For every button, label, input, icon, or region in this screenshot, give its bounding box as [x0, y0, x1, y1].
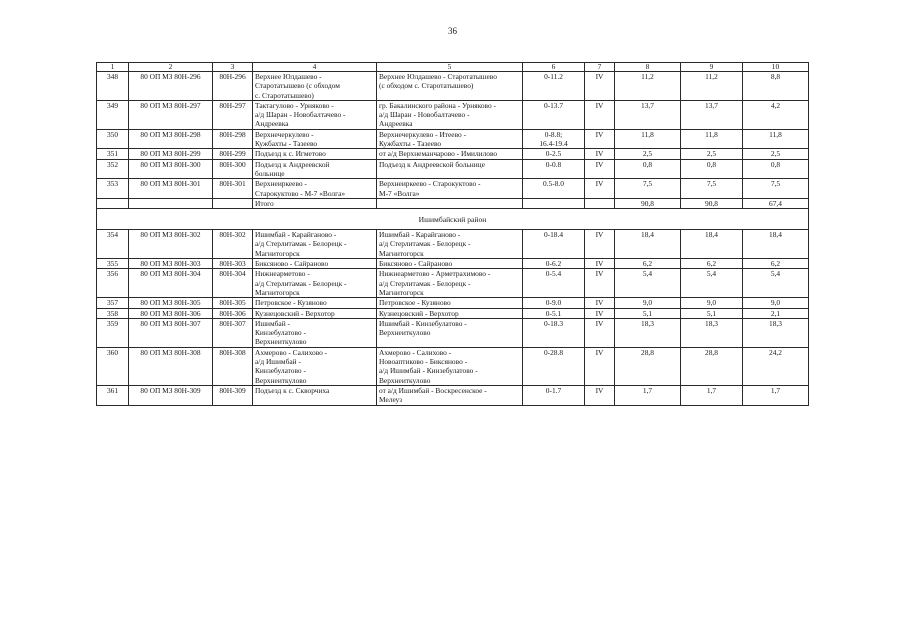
road-code: 80 ОП МЗ 80Н-299: [129, 149, 213, 159]
length-col10: 11,8: [743, 129, 809, 149]
road-short-code: 80Н-300: [213, 159, 253, 179]
row-number: 352: [97, 159, 129, 179]
row-number: 357: [97, 298, 129, 308]
km-range-line: 0-11.2: [544, 72, 563, 81]
road-route-line: а/д Стерлитамак - Белорецк -: [379, 239, 471, 249]
km-range: [523, 149, 585, 159]
road-name-line: Магнитогорск: [255, 287, 300, 297]
road-route: [377, 230, 523, 259]
road-code: 80 ОП МЗ 80Н-301: [129, 179, 213, 199]
length-col8: 0,8: [615, 159, 681, 179]
page-number: 36: [448, 26, 457, 36]
road-code: 80 ОП МЗ 80Н-308: [129, 347, 213, 385]
row-number: 354: [97, 230, 129, 259]
road-short-code: 80Н-309: [213, 385, 253, 405]
col-header-4: 4: [253, 63, 377, 72]
col-header-7: 7: [585, 63, 615, 72]
road-code: 80 ОП МЗ 80Н-309: [129, 385, 213, 405]
length-col10: 18,3: [743, 318, 809, 347]
road-route: [377, 259, 523, 269]
total-empty-1: [97, 198, 129, 208]
road-category: IV: [585, 259, 615, 269]
table-body: [97, 63, 809, 406]
road-name-line: с. Старотатышево): [255, 90, 314, 100]
km-range: [523, 269, 585, 298]
road-category: IV: [585, 159, 615, 179]
road-route: [377, 129, 523, 149]
table-row: [97, 179, 809, 199]
road-route: [377, 385, 523, 405]
road-name-line: Ахмерово - Салихово -: [255, 347, 328, 357]
road-name: [253, 72, 377, 101]
length-col8: 28,8: [615, 347, 681, 385]
roads-table: [96, 62, 809, 406]
road-code: 80 ОП МЗ 80Н-303: [129, 259, 213, 269]
road-route-line: Кужбахты - Тазеево: [379, 139, 442, 149]
road-route: [377, 179, 523, 199]
road-category: IV: [585, 308, 615, 318]
road-short-code: 80Н-307: [213, 318, 253, 347]
road-route-line: а/д Стерлитамак - Белорецк -: [379, 278, 471, 288]
road-name-line: Андреевка: [255, 119, 289, 129]
road-short-code: 80Н-297: [213, 100, 253, 129]
road-route: [377, 100, 523, 129]
length-col9: 18,3: [681, 318, 743, 347]
col-header-1: 1: [97, 63, 129, 72]
length-col8: 18,4: [615, 230, 681, 259]
road-code: 80 ОП МЗ 80Н-296: [129, 72, 213, 101]
row-number: 351: [97, 149, 129, 159]
km-range: [523, 318, 585, 347]
road-name: [253, 298, 377, 308]
length-col10: 1,7: [743, 385, 809, 405]
length-col8: 13,7: [615, 100, 681, 129]
road-route-line: Нижнеарметово - Арметрахимово -: [379, 269, 491, 279]
length-col9: 28,8: [681, 347, 743, 385]
road-route-line: Ишимбай - Кинзебулатово -: [379, 318, 467, 328]
km-range: [523, 72, 585, 101]
total-col8: 90,8: [615, 198, 681, 208]
region-row: [97, 209, 809, 230]
road-name: [253, 100, 377, 129]
col-header-8: 8: [615, 63, 681, 72]
road-name: [253, 385, 377, 405]
road-name-line: Петровское - Кузяново: [255, 298, 327, 308]
road-code: 80 ОП МЗ 80Н-300: [129, 159, 213, 179]
road-name-line: Тактагулово - Урняково -: [255, 100, 334, 110]
road-code: 80 ОП МЗ 80Н-307: [129, 318, 213, 347]
length-col8: 6,2: [615, 259, 681, 269]
length-col8: 9,0: [615, 298, 681, 308]
road-route-line: Верхнеиткулово: [379, 375, 431, 385]
road-name-line: а/д Стерлитамак - Белорецк -: [255, 278, 347, 288]
road-route-line: Ахмерово - Салихово -: [379, 347, 452, 357]
road-name: [253, 347, 377, 385]
length-col8: 1,7: [615, 385, 681, 405]
table-row: [97, 318, 809, 347]
road-route: [377, 269, 523, 298]
road-category: IV: [585, 149, 615, 159]
table-row: [97, 347, 809, 385]
road-route: [377, 347, 523, 385]
length-col10: 4,2: [743, 100, 809, 129]
road-name: [253, 259, 377, 269]
total-empty-5: [377, 198, 523, 208]
road-route-line: Ишимбай - Карайганово -: [379, 230, 461, 240]
road-category: IV: [585, 129, 615, 149]
length-col8: 11,8: [615, 129, 681, 149]
row-number: 360: [97, 347, 129, 385]
road-route-line: Верхнее Юлдашево - Старотатышево: [379, 72, 497, 81]
road-name-line: Ишимбай - Карайганово -: [255, 230, 337, 240]
road-name: [253, 159, 377, 179]
road-category: IV: [585, 100, 615, 129]
col-header-5: 5: [377, 63, 523, 72]
length-col10: 24,2: [743, 347, 809, 385]
length-col9: 13,7: [681, 100, 743, 129]
table-row: [97, 129, 809, 149]
table-row: [97, 100, 809, 129]
table-row: [97, 385, 809, 405]
row-number: 361: [97, 385, 129, 405]
km-range: [523, 129, 585, 149]
road-name: [253, 269, 377, 298]
road-short-code: 80Н-305: [213, 298, 253, 308]
road-route-line: М-7 «Волга»: [379, 188, 420, 198]
total-empty-6: [523, 198, 585, 208]
length-col9: 11,2: [681, 72, 743, 101]
road-route-line: Верхнеиркеево - Старокуктово -: [379, 179, 481, 189]
col-header-9: 9: [681, 63, 743, 72]
length-col10: 0,8: [743, 159, 809, 179]
road-name-line: Кужбахты - Тазеево: [255, 139, 318, 149]
total-empty-3: [213, 198, 253, 208]
col-header-2: 2: [129, 63, 213, 72]
road-route: [377, 149, 523, 159]
road-category: IV: [585, 72, 615, 101]
length-col10: 7,5: [743, 179, 809, 199]
road-route-line: а/д Шаран - Новобалтачево -: [379, 110, 470, 120]
km-range-line: 0-2.5: [545, 149, 562, 159]
km-range: [523, 100, 585, 129]
road-name-line: Старотатышево (с обходом: [255, 81, 340, 91]
road-category: IV: [585, 179, 615, 199]
length-col9: 5,4: [681, 269, 743, 298]
km-range: [523, 298, 585, 308]
km-range-line: 0-28.8: [543, 347, 564, 357]
km-range-line: 0-18.4: [543, 230, 564, 240]
road-name-line: Верхнечеркулево -: [255, 129, 314, 139]
km-range: [523, 159, 585, 179]
road-name: [253, 230, 377, 259]
length-col8: 5,1: [615, 308, 681, 318]
km-range: [523, 308, 585, 318]
road-route-line: Магнитогорск: [379, 248, 424, 258]
road-short-code: 80Н-308: [213, 347, 253, 385]
length-col8: 11,2: [615, 72, 681, 101]
km-range-line: 0-5.1: [545, 308, 562, 318]
road-name: [253, 308, 377, 318]
road-route-line: Мелеуз: [379, 395, 403, 405]
road-category: IV: [585, 385, 615, 405]
col-header-6: 6: [523, 63, 585, 72]
length-col9: 0,8: [681, 159, 743, 179]
road-route: [377, 318, 523, 347]
road-route-line: Магнитогорск: [379, 287, 424, 297]
road-route-line: Верхнеиткулово: [379, 328, 431, 338]
road-route-line: от а/д Ишимбай - Воскресенское -: [379, 385, 487, 395]
table-row: [97, 149, 809, 159]
length-col9: 11,8: [681, 129, 743, 149]
road-name-line: Верхнеиркеево -: [255, 179, 307, 189]
table-row: [97, 159, 809, 179]
table-row: [97, 230, 809, 259]
road-route: [377, 72, 523, 101]
length-col8: 5,4: [615, 269, 681, 298]
row-number: 355: [97, 259, 129, 269]
road-route-line: Подъезд к Андреевской больнице: [379, 159, 485, 169]
road-name: [253, 318, 377, 347]
km-range-line: 0-0.8: [545, 159, 562, 169]
length-col8: 7,5: [615, 179, 681, 199]
road-short-code: 80Н-304: [213, 269, 253, 298]
km-range-line: 0-6.2: [545, 259, 562, 269]
road-category: IV: [585, 298, 615, 308]
road-route-line: Новоаптиково - Биксяново -: [379, 357, 468, 367]
km-range: [523, 179, 585, 199]
km-range-line: 0-13.7: [543, 100, 564, 110]
length-col9: 5,1: [681, 308, 743, 318]
road-short-code: 80Н-298: [213, 129, 253, 149]
road-short-code: 80Н-303: [213, 259, 253, 269]
road-code: 80 ОП МЗ 80Н-304: [129, 269, 213, 298]
road-name: [253, 149, 377, 159]
km-range-line: 0.5-8.0: [543, 179, 564, 189]
road-name-line: а/д Шаран - Новобалтачево -: [255, 110, 346, 120]
column-numbers-row: [97, 63, 809, 72]
km-range-line: 0-18.3: [543, 318, 564, 328]
road-route-line: (с обходом с. Старотатышево): [379, 81, 474, 91]
road-route-line: а/д Ишимбай - Кинзебулатово -: [379, 366, 478, 376]
road-short-code: 80Н-306: [213, 308, 253, 318]
road-route-line: Верхнечеркулево - Итеево -: [379, 129, 467, 139]
length-col10: 6,2: [743, 259, 809, 269]
road-name-line: Кинзебулатово -: [255, 366, 306, 376]
km-range-line: 16.4-19.4: [539, 139, 568, 149]
road-short-code: 80Н-296: [213, 72, 253, 101]
road-route-line: Андреевка: [379, 119, 413, 129]
km-range: [523, 230, 585, 259]
length-col9: 9,0: [681, 298, 743, 308]
road-route: [377, 298, 523, 308]
total-label: Итого: [253, 198, 377, 208]
road-code: 80 ОП МЗ 80Н-297: [129, 100, 213, 129]
road-route-line: Кузнецовский - Верхотор: [379, 308, 459, 318]
road-route: [377, 308, 523, 318]
road-short-code: 80Н-302: [213, 230, 253, 259]
road-name-line: Подъезд к Андреевской: [255, 159, 330, 169]
km-range: [523, 347, 585, 385]
road-name: [253, 179, 377, 199]
road-route: [377, 159, 523, 179]
km-range-line: 0-5.4: [545, 269, 562, 279]
road-code: 80 ОП МЗ 80Н-298: [129, 129, 213, 149]
road-name-line: Верхнеиткулово: [255, 375, 307, 385]
road-route-line: от а/д Верхнеманчарово - Имилилово: [379, 149, 498, 159]
table-row: [97, 269, 809, 298]
length-col8: 18,3: [615, 318, 681, 347]
road-code: 80 ОП МЗ 80Н-306: [129, 308, 213, 318]
length-col9: 1,7: [681, 385, 743, 405]
length-col10: 2,1: [743, 308, 809, 318]
row-number: 353: [97, 179, 129, 199]
length-col10: 2,5: [743, 149, 809, 159]
row-number: 350: [97, 129, 129, 149]
length-col9: 7,5: [681, 179, 743, 199]
col-header-3: 3: [213, 63, 253, 72]
km-range: [523, 385, 585, 405]
km-range-line: 0-8.8;: [544, 129, 563, 139]
region-title: Ишимбайский район: [97, 209, 809, 230]
road-name-line: а/д Стерлитамак - Белорецк -: [255, 239, 347, 249]
total-col9: 90,8: [681, 198, 743, 208]
km-range: [523, 259, 585, 269]
row-number: 356: [97, 269, 129, 298]
table-row: [97, 308, 809, 318]
road-short-code: 80Н-301: [213, 179, 253, 199]
row-number: 349: [97, 100, 129, 129]
length-col8: 2,5: [615, 149, 681, 159]
road-name-line: Магнитогорск: [255, 248, 300, 258]
road-code: 80 ОП МЗ 80Н-305: [129, 298, 213, 308]
total-empty-2: [129, 198, 213, 208]
length-col10: 9,0: [743, 298, 809, 308]
road-name: [253, 129, 377, 149]
length-col9: 2,5: [681, 149, 743, 159]
road-category: IV: [585, 269, 615, 298]
row-number: 359: [97, 318, 129, 347]
road-name-line: Ишимбай -: [255, 318, 290, 328]
length-col10: 8,8: [743, 72, 809, 101]
total-row: [97, 198, 809, 208]
table-row: [97, 72, 809, 101]
row-number: 358: [97, 308, 129, 318]
road-name-line: Подъезд к с. Скворчиха: [255, 385, 330, 395]
road-name-line: Кинзебулатово -: [255, 328, 306, 338]
table-row: [97, 259, 809, 269]
road-category: IV: [585, 318, 615, 347]
row-number: 348: [97, 72, 129, 101]
road-name-line: а/д Ишимбай -: [255, 357, 301, 367]
road-name-line: Подъезд к с. Игметово: [255, 149, 326, 159]
road-route-line: Петровское - Кузяново: [379, 298, 451, 308]
km-range-line: 0-9.0: [545, 298, 562, 308]
length-col10: 5,4: [743, 269, 809, 298]
road-category: IV: [585, 230, 615, 259]
road-name-line: Нижнеарметово -: [255, 269, 310, 279]
road-name-line: больнице: [255, 168, 285, 178]
total-col10: 67,4: [743, 198, 809, 208]
length-col9: 6,2: [681, 259, 743, 269]
col-header-10: 10: [743, 63, 809, 72]
road-category: IV: [585, 347, 615, 385]
total-empty-7: [585, 198, 615, 208]
road-name-line: Кузнецовский - Верхотор: [255, 308, 335, 318]
road-name-line: Биксяново - Сайраново: [255, 259, 329, 269]
road-name-line: Старокуктово - М-7 «Волга»: [255, 188, 346, 198]
road-route-line: Биксяново - Сайраново: [379, 259, 453, 269]
road-short-code: 80Н-299: [213, 149, 253, 159]
table-row: [97, 298, 809, 308]
road-route-line: гр. Бакалинского района - Урняково -: [379, 100, 496, 110]
road-name-line: Верхнее Юлдашево -: [255, 72, 322, 81]
road-name-line: Верхнеиткулово: [255, 337, 307, 347]
km-range-line: 0-1.7: [545, 385, 562, 395]
road-code: 80 ОП МЗ 80Н-302: [129, 230, 213, 259]
length-col10: 18,4: [743, 230, 809, 259]
length-col9: 18,4: [681, 230, 743, 259]
